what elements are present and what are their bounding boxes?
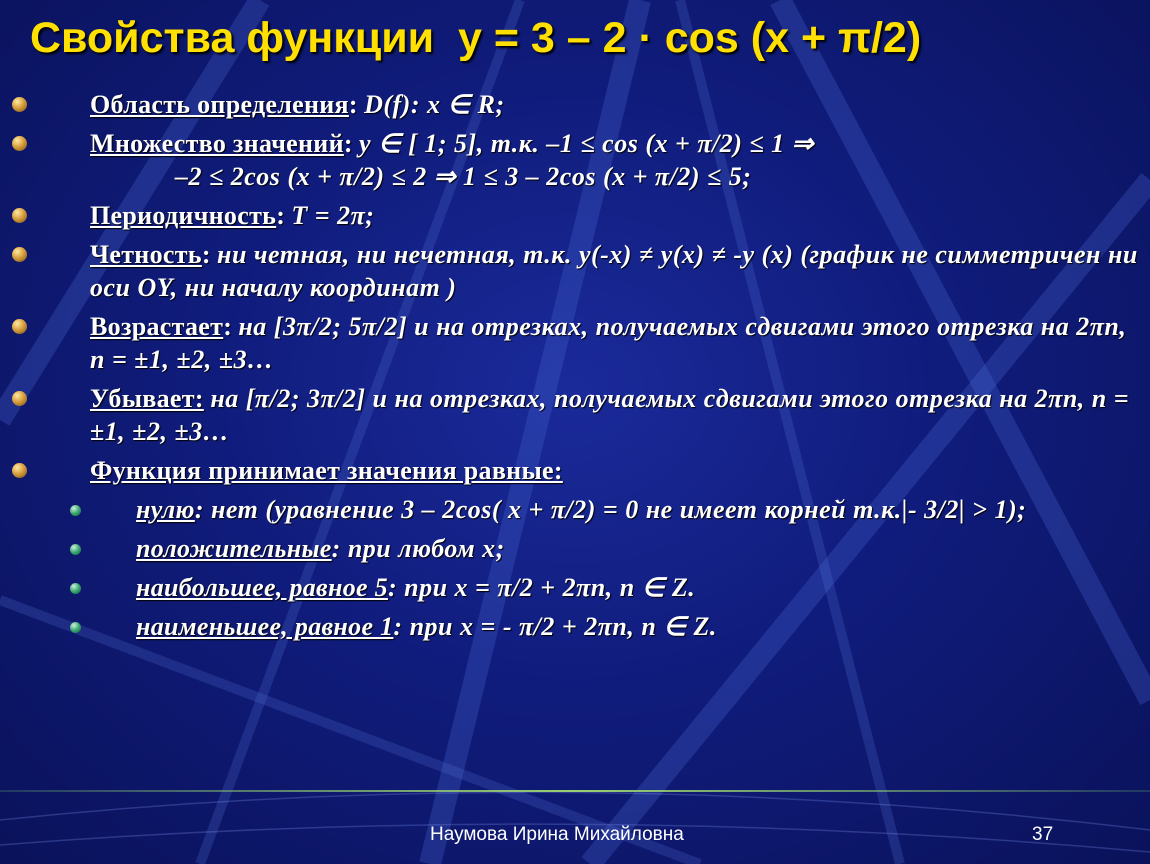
subitem-maximum — [0, 571, 1150, 604]
item-description: T = 2π; — [291, 201, 375, 230]
item-description: при x = π/2 + 2πn, n ∈ Z. — [404, 573, 696, 602]
item-term: Четность — [90, 240, 202, 269]
sub-bullet-icon — [70, 505, 81, 516]
list-item-period — [0, 199, 1150, 232]
bullet-icon — [12, 319, 27, 334]
item-separator: : — [348, 90, 365, 119]
list-item-parity — [0, 238, 1150, 304]
sub-bullet-icon — [70, 544, 81, 555]
page-number: 37 — [1032, 824, 1054, 845]
item-description: при x = - π/2 + 2πn, n ∈ Z. — [409, 612, 717, 641]
sub-bullet-icon — [70, 583, 81, 594]
item-separator: : — [276, 201, 292, 230]
item-term: наименьшее, равное 1 — [136, 612, 394, 641]
item-description: нет (уравнение 3 – 2cos( x + π/2) = 0 не имеет корней т.к.|- 3/2| > 1); — [210, 495, 1027, 524]
item-term: Возрастает — [90, 312, 224, 341]
footer-author: Наумова Ирина Михайловна — [430, 824, 684, 845]
footer-divider — [0, 790, 1150, 792]
properties-list — [0, 88, 1150, 649]
subitem-zero — [0, 493, 1150, 526]
item-separator: : — [194, 495, 211, 524]
item-term: Множество значений — [90, 129, 344, 158]
item-term: Область определения — [90, 90, 349, 119]
list-item-increasing — [0, 310, 1150, 376]
bullet-icon — [12, 247, 27, 262]
bullet-icon — [12, 208, 27, 223]
item-separator: : — [331, 534, 348, 563]
list-item-range-continuation — [0, 160, 1150, 193]
bullet-icon — [12, 391, 27, 406]
item-separator: : — [343, 129, 360, 158]
item-description: ни четная, ни нечетная, т.к. y(-x) ≠ y(x) ≠ -y (x) (график не симметричен ни оси ОY, ни началу координат ) — [90, 240, 1138, 302]
item-description: при любом x; — [347, 534, 505, 563]
item-term: положительные — [136, 534, 332, 563]
list-item-values — [0, 454, 1150, 487]
item-separator: : — [201, 240, 218, 269]
item-term: Убывает: — [90, 384, 204, 413]
item-separator: : — [393, 612, 410, 641]
bullet-icon — [12, 136, 27, 151]
item-term: нулю — [136, 495, 195, 524]
sub-bullet-icon — [70, 622, 81, 633]
item-description: D(f): x ∈ R; — [364, 90, 505, 119]
bullet-icon — [12, 463, 27, 478]
subitem-positive — [0, 532, 1150, 565]
item-term: Функция принимает значения равные: — [90, 456, 563, 485]
item-description: на [3π/2; 5π/2] и на отрезках, получаемых сдвигами этого отрезка на 2πn, n = ±1, ±2, ±3… — [90, 312, 1127, 374]
item-description: на [π/2; 3π/2] и на отрезках, получаемых сдвигами этого отрезка на 2πn, n = ±1, ±2, ±3… — [90, 384, 1130, 446]
bullet-icon — [12, 97, 27, 112]
list-item-range — [0, 127, 1150, 160]
item-term: наибольшее, равное 5 — [136, 573, 388, 602]
item-term: Периодичность — [90, 201, 277, 230]
list-item-domain — [0, 88, 1150, 121]
item-separator: : — [387, 573, 405, 602]
subitem-minimum — [0, 610, 1150, 643]
item-description: –2 ≤ 2cos (x + π/2) ≤ 2 ⇒ 1 ≤ 3 – 2cos (x + π/2) ≤ 5; — [175, 162, 752, 191]
item-separator: : — [223, 312, 239, 341]
slide-title: Свойства функции y = 3 – 2 · cos (x + π/2) — [30, 14, 922, 62]
list-item-decreasing — [0, 382, 1150, 448]
item-description: y ∈ [ 1; 5], т.к. –1 ≤ cos (x + π/2) ≤ 1 ⇒ — [359, 129, 814, 158]
